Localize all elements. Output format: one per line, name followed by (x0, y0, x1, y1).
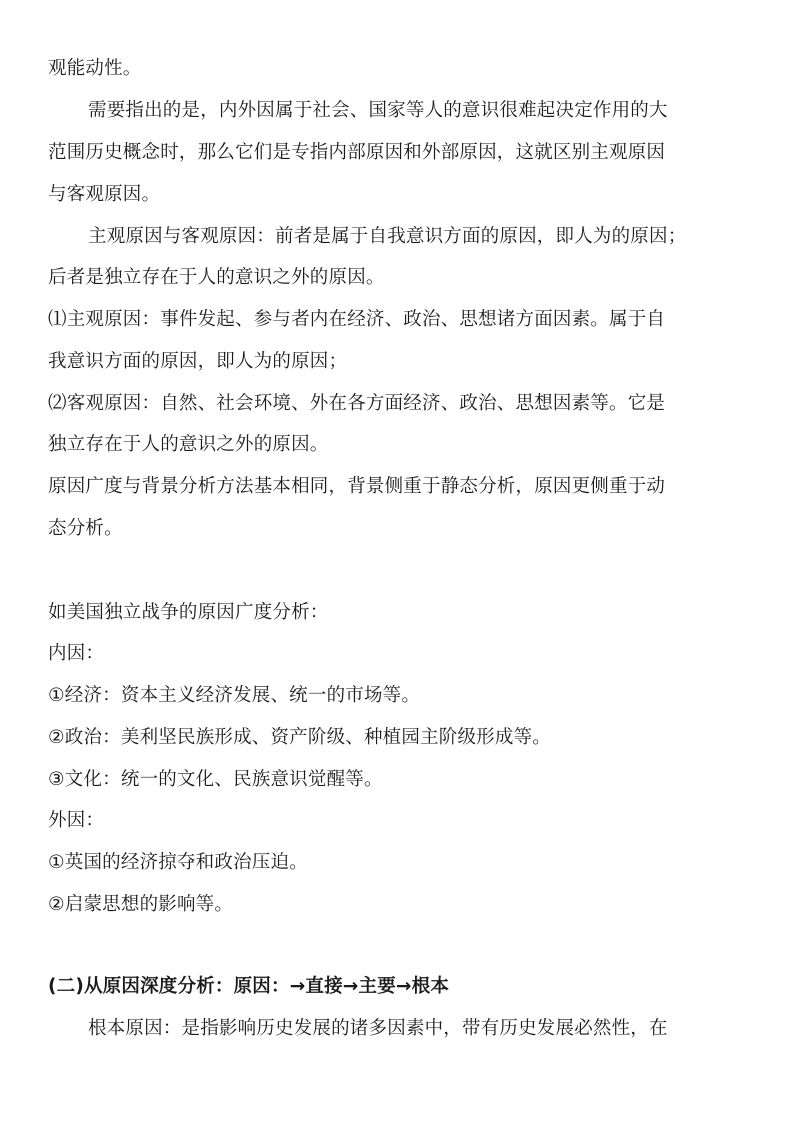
text-line: 后者是独立存在于人的意识之外的原因。 (48, 267, 385, 288)
section-heading: (二)从原因深度分析：原因：→直接→主要→根本 (48, 976, 450, 997)
list-item: ①英国的经济掠夺和政治压迫。 (48, 852, 308, 873)
list-item: ②政治：美利坚民族形成、资产阶级、种植园主阶级形成等。 (48, 727, 551, 748)
text-line: 与客观原因。 (48, 184, 161, 205)
section-intro: 如美国独立战争的原因广度分析： (48, 602, 329, 623)
text-line: 原因广度与背景分析方法基本相同，背景侧重于静态分析，原因更侧重于动 (48, 476, 666, 497)
paragraph-line: 主观原因与客观原因：前者是属于自我意识方面的原因，即人为的原因； (88, 226, 687, 247)
list-item: ①经济：资本主义经济发展、统一的市场等。 (48, 685, 421, 706)
list-item: ③文化：统一的文化、民族意识觉醒等。 (48, 769, 383, 790)
text-line: 范围历史概念时，那么它们是专指内部原因和外部原因，这就区别主观原因 (48, 142, 666, 163)
list-item: ⑴主观原因：事件发起、参与者内在经济、政治、思想诸方面因素。属于自 (48, 309, 666, 330)
text-line: 态分析。 (48, 518, 123, 539)
text-line: 我意识方面的原因，即人为的原因； (48, 351, 348, 372)
list-item: ⑵客观原因：自然、社会环境、外在各方面经济、政治、思想因素等。它是 (48, 393, 666, 414)
text-line: 观能动性。 (48, 58, 142, 79)
text-line: 独立存在于人的意识之外的原因。 (48, 434, 329, 455)
paragraph-line: 根本原因：是指影响历史发展的诸多因素中，带有历史发展必然性，在 (88, 1018, 668, 1039)
subheading: 内因： (48, 643, 105, 664)
list-item: ②启蒙思想的影响等。 (48, 894, 234, 915)
subheading: 外因： (48, 810, 105, 831)
paragraph-line: 需要指出的是，内外因属于社会、国家等人的意识很难起决定作用的大 (88, 100, 668, 121)
